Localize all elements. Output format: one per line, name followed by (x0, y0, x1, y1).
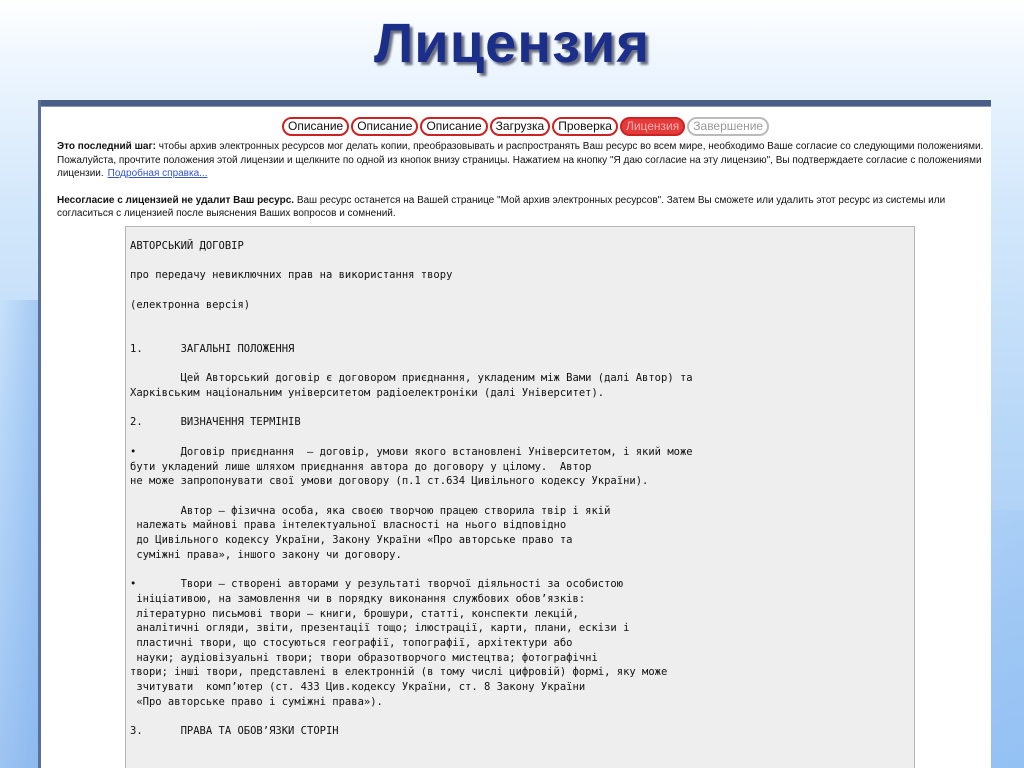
license-text: АВТОРСЬКИЙ ДОГОВІР про передачу невиключних прав на використання твору (електронна версія) 1. ЗАГАЛЬНІ ПОЛОЖЕННЯ Цей Авторський договір є договором приєднання, укладеним між Вами (далі Автор) та Харківським національним університетом радіоелектроніки (далі Університет). 2. ВИЗНАЧЕННЯ ТЕРМІНІВ • Договір приєднання – договір, умови якого встановлені Університетом, і який може бути укладений лише шляхом приєднання автора до договору у цілому. Автор не може запропонувати свої умови договору (п.1 ст.634 Цивільного кодексу України). Автор – фізична особа, яка своєю творчою працею створила твір і якій належать майнові права інтелектуальної власності на нього відповідно до Цивільного кодексу України, Закону України «Про авторське право та суміжні права», іншого закону чи договору. • Твори – створені авторами у результаті творчої діяльності за особистою ініціативою, на замовлення чи в порядку виконання службових обов’язків: літературно письмові твори – книги, брошури, статті, конспекти лекцій, аналітичні огляди, звіти, презентації тощо; ілюстрації, карти, плани, ескізи і пластичні твори, що стосуються географії, топографії, архітектури або науки; аудіовізуальні твори; твори образотворчого мистецтва; фотографічні твори; інші твори, представлені в електронній (в тому числі цифровій) формі, яку може зчитувати комп’ютер (ст. 433 Цив.кодексу України, ст. 8 Закону України «Про авторське право і суміжні права»). 3. ПРАВА ТА ОБОВ’ЯЗКИ СТОРІН (130, 240, 693, 738)
step-verify[interactable]: Проверка (552, 117, 618, 136)
step-upload[interactable]: Загрузка (490, 117, 551, 136)
intro-paragraph-2 (57, 194, 985, 221)
intro-last-step-label: Это последний шаг: (57, 141, 156, 152)
intro-disagree-label: Несогласие с лицензией не удалит Ваш ресурс. (57, 194, 295, 206)
slide-title: Лицензия (373, 11, 651, 74)
browser-top-bar (41, 100, 991, 107)
license-screenshot (38, 100, 991, 768)
step-describe-1[interactable]: Описание (282, 117, 349, 136)
license-text-box[interactable] (125, 226, 915, 768)
license-intro (57, 140, 985, 234)
intro-paragraph-1 (57, 140, 985, 181)
step-describe-2[interactable]: Описание (351, 117, 418, 136)
step-license: Лицензия (620, 117, 685, 136)
help-link[interactable]: Подробная справка... (107, 168, 208, 179)
step-describe-3[interactable]: Описание (420, 117, 487, 136)
intro-disagree-text: Ваш ресурс останется на Вашей странице "Мой архив электронных ресурсов". Затем Вы сможете или удалить этот ресурс из системы или согласиться с лицензией после выяснения Ваших вопросов и сомнений. (57, 194, 946, 219)
decor-left-gradient (0, 300, 40, 768)
intro-last-step-text: чтобы архив электронных ресурсов мог делать копии, преобразовывать и распространять Ваш ресурс во всем мире, необходимо Ваше согласие со следующими положениями. Пожалуйста, прочтите положения этой лицензии и щелкните по одной из кнопок внизу страницы. Нажатием на кнопку "Я даю согласие на эту лицензию", Вы подтверждаете согласие с положениями лицензии. (57, 141, 984, 179)
step-complete: Завершение (687, 117, 769, 136)
wizard-steps (282, 116, 769, 136)
